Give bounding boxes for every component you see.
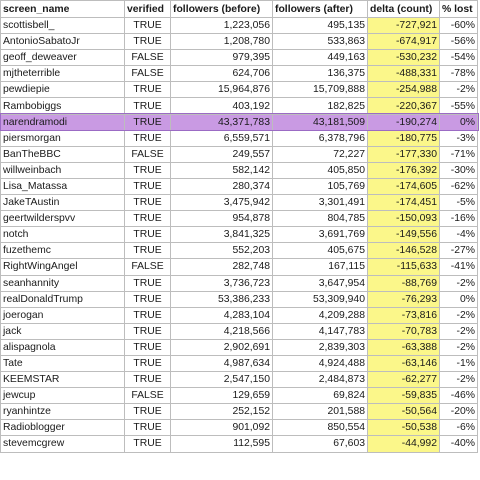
cell-verified[interactable]: TRUE: [125, 275, 171, 291]
cell-screen-name[interactable]: notch: [1, 227, 125, 243]
column-header-followers-after[interactable]: followers (after): [273, 1, 368, 18]
cell-verified[interactable]: FALSE: [125, 50, 171, 66]
cell-screen-name[interactable]: geoff_deweaver: [1, 50, 125, 66]
cell-followers-after[interactable]: 6,378,796: [273, 130, 368, 146]
table-row[interactable]: [1, 259, 478, 275]
cell-delta[interactable]: -63,388: [368, 339, 440, 355]
cell-followers-after[interactable]: 4,209,288: [273, 307, 368, 323]
cell-followers-after[interactable]: 72,227: [273, 146, 368, 162]
cell-delta[interactable]: -50,564: [368, 404, 440, 420]
cell-screen-name[interactable]: jewcup: [1, 388, 125, 404]
cell-screen-name[interactable]: jack: [1, 323, 125, 339]
cell-screen-name[interactable]: fuzethemc: [1, 243, 125, 259]
cell-pct-lost[interactable]: -2%: [440, 307, 478, 323]
cell-delta[interactable]: -146,528: [368, 243, 440, 259]
cell-pct-lost[interactable]: -5%: [440, 195, 478, 211]
cell-screen-name[interactable]: willweinbach: [1, 162, 125, 178]
cell-delta[interactable]: -180,775: [368, 130, 440, 146]
cell-followers-before[interactable]: 3,475,942: [171, 195, 273, 211]
cell-followers-before[interactable]: 901,092: [171, 420, 273, 436]
cell-verified[interactable]: TRUE: [125, 323, 171, 339]
cell-screen-name[interactable]: JakeTAustin: [1, 195, 125, 211]
table-row[interactable]: [1, 50, 478, 66]
cell-followers-before[interactable]: 252,152: [171, 404, 273, 420]
cell-pct-lost[interactable]: -27%: [440, 243, 478, 259]
cell-verified[interactable]: TRUE: [125, 162, 171, 178]
cell-followers-after[interactable]: 3,301,491: [273, 195, 368, 211]
cell-verified[interactable]: TRUE: [125, 130, 171, 146]
table-row[interactable]: [1, 227, 478, 243]
cell-verified[interactable]: TRUE: [125, 114, 171, 130]
table-row[interactable]: [1, 66, 478, 82]
cell-screen-name[interactable]: AntonioSabatoJr: [1, 34, 125, 50]
cell-pct-lost[interactable]: -3%: [440, 130, 478, 146]
cell-verified[interactable]: FALSE: [125, 66, 171, 82]
cell-pct-lost[interactable]: -56%: [440, 34, 478, 50]
table-row[interactable]: [1, 420, 478, 436]
cell-delta[interactable]: -727,921: [368, 18, 440, 34]
cell-followers-before[interactable]: 954,878: [171, 211, 273, 227]
table-row[interactable]: [1, 436, 478, 452]
cell-followers-before[interactable]: 4,987,634: [171, 355, 273, 371]
cell-followers-before[interactable]: 282,748: [171, 259, 273, 275]
cell-verified[interactable]: TRUE: [125, 34, 171, 50]
table-row[interactable]: [1, 98, 478, 114]
cell-pct-lost[interactable]: -40%: [440, 436, 478, 452]
cell-followers-before[interactable]: 53,386,233: [171, 291, 273, 307]
cell-delta[interactable]: -674,917: [368, 34, 440, 50]
table-row[interactable]: [1, 372, 478, 388]
cell-pct-lost[interactable]: -4%: [440, 227, 478, 243]
cell-followers-after[interactable]: 69,824: [273, 388, 368, 404]
cell-delta[interactable]: -59,835: [368, 388, 440, 404]
cell-delta[interactable]: -174,451: [368, 195, 440, 211]
table-row[interactable]: [1, 114, 478, 130]
cell-followers-after[interactable]: 4,924,488: [273, 355, 368, 371]
table-row[interactable]: [1, 291, 478, 307]
cell-followers-before[interactable]: 3,841,325: [171, 227, 273, 243]
cell-delta[interactable]: -62,277: [368, 372, 440, 388]
table-row[interactable]: [1, 195, 478, 211]
cell-followers-before[interactable]: 43,371,783: [171, 114, 273, 130]
cell-verified[interactable]: TRUE: [125, 436, 171, 452]
table-row[interactable]: [1, 34, 478, 50]
cell-screen-name[interactable]: Tate: [1, 355, 125, 371]
cell-screen-name[interactable]: Radioblogger: [1, 420, 125, 436]
cell-followers-before[interactable]: 1,223,056: [171, 18, 273, 34]
cell-followers-before[interactable]: 112,595: [171, 436, 273, 452]
cell-pct-lost[interactable]: -71%: [440, 146, 478, 162]
cell-followers-before[interactable]: 624,706: [171, 66, 273, 82]
cell-pct-lost[interactable]: -20%: [440, 404, 478, 420]
cell-delta[interactable]: -220,367: [368, 98, 440, 114]
cell-pct-lost[interactable]: -54%: [440, 50, 478, 66]
cell-delta[interactable]: -76,293: [368, 291, 440, 307]
cell-followers-after[interactable]: 167,115: [273, 259, 368, 275]
column-header-delta[interactable]: delta (count): [368, 1, 440, 18]
cell-pct-lost[interactable]: 0%: [440, 291, 478, 307]
cell-pct-lost[interactable]: -55%: [440, 98, 478, 114]
table-row[interactable]: [1, 146, 478, 162]
cell-followers-after[interactable]: 405,675: [273, 243, 368, 259]
cell-screen-name[interactable]: joerogan: [1, 307, 125, 323]
cell-delta[interactable]: -44,992: [368, 436, 440, 452]
cell-followers-after[interactable]: 3,647,954: [273, 275, 368, 291]
cell-followers-after[interactable]: 3,691,769: [273, 227, 368, 243]
cell-followers-before[interactable]: 249,557: [171, 146, 273, 162]
cell-delta[interactable]: -176,392: [368, 162, 440, 178]
cell-screen-name[interactable]: Lisa_Matassa: [1, 178, 125, 194]
column-header-pct-lost[interactable]: % lost: [440, 1, 478, 18]
cell-pct-lost[interactable]: -2%: [440, 323, 478, 339]
cell-pct-lost[interactable]: -2%: [440, 372, 478, 388]
cell-followers-after[interactable]: 2,484,873: [273, 372, 368, 388]
table-row[interactable]: [1, 307, 478, 323]
cell-screen-name[interactable]: realDonaldTrump: [1, 291, 125, 307]
cell-screen-name[interactable]: mjtheterrible: [1, 66, 125, 82]
cell-delta[interactable]: -488,331: [368, 66, 440, 82]
table-row[interactable]: [1, 243, 478, 259]
cell-followers-before[interactable]: 15,964,876: [171, 82, 273, 98]
cell-verified[interactable]: TRUE: [125, 404, 171, 420]
cell-followers-after[interactable]: 4,147,783: [273, 323, 368, 339]
cell-pct-lost[interactable]: -41%: [440, 259, 478, 275]
cell-screen-name[interactable]: KEEMSTAR: [1, 372, 125, 388]
cell-delta[interactable]: -174,605: [368, 178, 440, 194]
cell-verified[interactable]: FALSE: [125, 259, 171, 275]
cell-followers-after[interactable]: 67,603: [273, 436, 368, 452]
cell-verified[interactable]: TRUE: [125, 355, 171, 371]
cell-followers-after[interactable]: 533,863: [273, 34, 368, 50]
column-header-screen-name[interactable]: screen_name: [1, 1, 125, 18]
cell-followers-after[interactable]: 850,554: [273, 420, 368, 436]
cell-verified[interactable]: TRUE: [125, 339, 171, 355]
cell-followers-before[interactable]: 552,203: [171, 243, 273, 259]
cell-pct-lost[interactable]: -2%: [440, 82, 478, 98]
cell-followers-after[interactable]: 804,785: [273, 211, 368, 227]
cell-screen-name[interactable]: scottisbell_: [1, 18, 125, 34]
cell-delta[interactable]: -149,556: [368, 227, 440, 243]
cell-followers-before[interactable]: 403,192: [171, 98, 273, 114]
cell-pct-lost[interactable]: -46%: [440, 388, 478, 404]
cell-pct-lost[interactable]: -1%: [440, 355, 478, 371]
cell-screen-name[interactable]: geertwilderspvv: [1, 211, 125, 227]
cell-followers-after[interactable]: 201,588: [273, 404, 368, 420]
cell-screen-name[interactable]: piersmorgan: [1, 130, 125, 146]
table-row[interactable]: [1, 404, 478, 420]
cell-followers-after[interactable]: 43,181,509: [273, 114, 368, 130]
cell-verified[interactable]: TRUE: [125, 420, 171, 436]
cell-followers-before[interactable]: 582,142: [171, 162, 273, 178]
cell-screen-name[interactable]: seanhannity: [1, 275, 125, 291]
cell-followers-after[interactable]: 53,309,940: [273, 291, 368, 307]
cell-pct-lost[interactable]: -78%: [440, 66, 478, 82]
table-row[interactable]: [1, 82, 478, 98]
cell-screen-name[interactable]: stevemcgrew: [1, 436, 125, 452]
cell-verified[interactable]: TRUE: [125, 372, 171, 388]
cell-screen-name[interactable]: pewdiepie: [1, 82, 125, 98]
table-row[interactable]: [1, 275, 478, 291]
cell-delta[interactable]: -530,232: [368, 50, 440, 66]
cell-verified[interactable]: FALSE: [125, 146, 171, 162]
cell-delta[interactable]: -177,330: [368, 146, 440, 162]
table-row[interactable]: [1, 388, 478, 404]
cell-pct-lost[interactable]: -2%: [440, 339, 478, 355]
cell-followers-before[interactable]: 1,208,780: [171, 34, 273, 50]
cell-pct-lost[interactable]: -60%: [440, 18, 478, 34]
cell-verified[interactable]: TRUE: [125, 227, 171, 243]
cell-followers-before[interactable]: 129,659: [171, 388, 273, 404]
cell-screen-name[interactable]: alispagnola: [1, 339, 125, 355]
cell-followers-before[interactable]: 979,395: [171, 50, 273, 66]
cell-verified[interactable]: TRUE: [125, 243, 171, 259]
cell-screen-name[interactable]: RightWingAngel: [1, 259, 125, 275]
cell-followers-after[interactable]: 449,163: [273, 50, 368, 66]
cell-delta[interactable]: -70,783: [368, 323, 440, 339]
cell-followers-before[interactable]: 4,218,566: [171, 323, 273, 339]
cell-followers-before[interactable]: 2,547,150: [171, 372, 273, 388]
cell-followers-before[interactable]: 3,736,723: [171, 275, 273, 291]
cell-followers-before[interactable]: 6,559,571: [171, 130, 273, 146]
cell-pct-lost[interactable]: -16%: [440, 211, 478, 227]
cell-screen-name[interactable]: BanTheBBC: [1, 146, 125, 162]
cell-verified[interactable]: TRUE: [125, 98, 171, 114]
cell-delta[interactable]: -190,274: [368, 114, 440, 130]
cell-pct-lost[interactable]: -30%: [440, 162, 478, 178]
cell-screen-name[interactable]: ryanhintze: [1, 404, 125, 420]
cell-pct-lost[interactable]: -6%: [440, 420, 478, 436]
cell-screen-name[interactable]: narendramodi: [1, 114, 125, 130]
cell-verified[interactable]: TRUE: [125, 18, 171, 34]
table-body: [1, 18, 478, 453]
cell-pct-lost[interactable]: -62%: [440, 178, 478, 194]
cell-pct-lost[interactable]: -2%: [440, 275, 478, 291]
header-row: [1, 1, 478, 18]
table-row[interactable]: [1, 211, 478, 227]
column-header-followers-before[interactable]: followers (before): [171, 1, 273, 18]
cell-followers-after[interactable]: 15,709,888: [273, 82, 368, 98]
cell-delta[interactable]: -73,816: [368, 307, 440, 323]
table-row[interactable]: [1, 130, 478, 146]
table-row[interactable]: [1, 355, 478, 371]
table-row[interactable]: [1, 18, 478, 34]
cell-followers-after[interactable]: 136,375: [273, 66, 368, 82]
cell-delta[interactable]: -150,093: [368, 211, 440, 227]
table-row[interactable]: [1, 323, 478, 339]
cell-pct-lost[interactable]: 0%: [440, 114, 478, 130]
cell-followers-after[interactable]: 405,850: [273, 162, 368, 178]
cell-delta[interactable]: -115,633: [368, 259, 440, 275]
cell-verified[interactable]: FALSE: [125, 388, 171, 404]
cell-verified[interactable]: TRUE: [125, 211, 171, 227]
table-row[interactable]: [1, 339, 478, 355]
cell-followers-after[interactable]: 495,135: [273, 18, 368, 34]
cell-verified[interactable]: TRUE: [125, 195, 171, 211]
cell-verified[interactable]: TRUE: [125, 178, 171, 194]
table-row[interactable]: [1, 178, 478, 194]
cell-followers-after[interactable]: 105,769: [273, 178, 368, 194]
column-header-verified[interactable]: verified: [125, 1, 171, 18]
cell-followers-before[interactable]: 280,374: [171, 178, 273, 194]
cell-verified[interactable]: TRUE: [125, 291, 171, 307]
cell-followers-before[interactable]: 2,902,691: [171, 339, 273, 355]
cell-followers-after[interactable]: 182,825: [273, 98, 368, 114]
cell-delta[interactable]: -88,769: [368, 275, 440, 291]
cell-delta[interactable]: -254,988: [368, 82, 440, 98]
cell-delta[interactable]: -50,538: [368, 420, 440, 436]
cell-followers-after[interactable]: 2,839,303: [273, 339, 368, 355]
cell-verified[interactable]: TRUE: [125, 82, 171, 98]
cell-delta[interactable]: -63,146: [368, 355, 440, 371]
table-row[interactable]: [1, 162, 478, 178]
cell-followers-before[interactable]: 4,283,104: [171, 307, 273, 323]
cell-screen-name[interactable]: Rambobiggs: [1, 98, 125, 114]
cell-verified[interactable]: TRUE: [125, 307, 171, 323]
